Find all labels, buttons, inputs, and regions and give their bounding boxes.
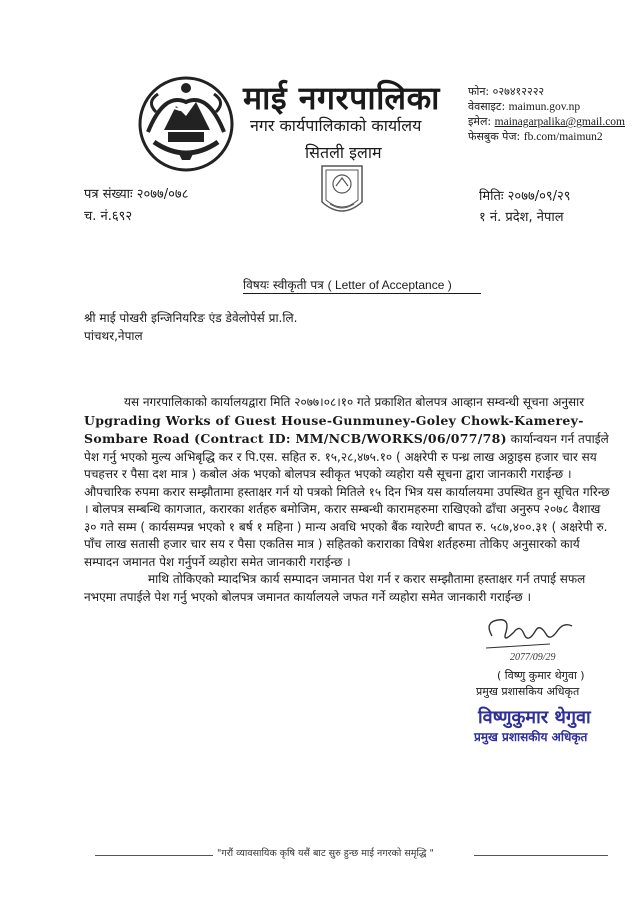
body-paragraph-1 xyxy=(84,394,614,571)
project-name: Upgrading Works of Guest House-Gunmuney-Goley Chowk-Kamerey-Sombare Road (Contract ID: MM/NCB/WORKS/06/077/78) xyxy=(84,412,584,446)
footer-rule-left xyxy=(95,855,215,856)
province: १ नं. प्रदेश, नेपाल xyxy=(479,210,564,225)
subject-label: विषयः स्वीकृती पत्र xyxy=(243,278,324,292)
email-label: इमेल: xyxy=(468,115,492,128)
footer-slogan: "गरौं व्यावसायिक कृषि यसैं बाट सुरु हुन्छ माई नगरको समृद्धि " xyxy=(213,846,438,859)
facebook-value: fb.com/maimun2 xyxy=(523,131,603,143)
email-link[interactable]: mainagarpalika@gmail.com xyxy=(494,116,625,128)
title-stamp: प्रमुख प्रशासकीय अधिकृत xyxy=(474,730,588,744)
footer-rule-right xyxy=(474,855,608,856)
office-seal-icon xyxy=(316,162,368,220)
org-name: माई नगरपालिका xyxy=(243,79,440,117)
dispatch-number: च. नं.६९२ xyxy=(84,209,133,224)
contact-website xyxy=(468,99,580,114)
contact-facebook xyxy=(468,129,603,144)
body-paragraph-2: माथि तोकिएको म्यादभित्र कार्य सम्पादन जमानत पेश गर्न र करार सम्झौतामा हस्ताक्षर गर्न तपाई सफल नभएमा तपाईले पेश गर्नु भएको बोलपत्र जमानत कार्यालयले जफत गर्ने व्यहोरा समेत जानकारी गराईन्छ । xyxy=(84,572,586,604)
website-label: वेवसाइट: xyxy=(468,100,506,113)
phone-value: ०२७४१२२२२ xyxy=(492,85,545,98)
contact-email xyxy=(468,114,625,129)
org-subtitle: नगर कार्यपालिकाको कार्यालय xyxy=(250,116,422,135)
name-stamp: विष्णुकुमार थेगुवा xyxy=(478,707,591,728)
handwritten-signature-icon xyxy=(480,614,580,668)
contact-phone xyxy=(468,84,544,99)
website-value: maimun.gov.np xyxy=(508,101,581,113)
addressee-address: पांचथर,नेपाल xyxy=(84,329,143,343)
body-para1-rest: कार्यान्वयन गर्न तपाईले पेश गर्नु भएको मुल्य अभिबृद्धि कर र पि.एस. सहित रु. १५,२८,४७५.१० ( अक्षरेपी रु पन्ध्र लाख अठ्ठाइस हजार चार सय पचहत्तर र पैसा दश मात्र ) कबोल अंक भएको बोलपत्र स्वीकृत भएको व्यहोरा यसै सूचना द्वारा जानकारी गराईन्छ ।औपचारिक रुपमा करार सम्झौतामा हस्ताक्षर गर्न यो पत्रको मितिले १५ दिन भित्र यस कार्यालयमा उपस्थित हुन सूचित गरिन्छ । बोलपत्र सम्बन्धि कागजात, करारका शर्तहरु बमोजिम, करार सम्बन्धी कारामहरुमा राखिएको ढाँचा अनुरुप २०७८ वैशाख ३० गते सम्म ( कार्यसम्पन्न भएको १ बर्ष १ महिना ) मान्य अवधि भएको बैंक ग्यारेण्टी बापत रु. ५८७,४००.३१ ( अक्षरेपी रु. पाँच लाख सतासी हजार चार सय र पैसा एकतिस मात्र ) सहितको कराराका विषेश शर्तहरुमा तोकिए अनुसारको कार्य सम्पादन जमानत पेश गर्नुपर्ने व्यहोरा समेत जानकारी गराईन्छ । xyxy=(84,432,610,569)
letter-number: पत्र संख्याः २०७७/०७८ xyxy=(84,187,189,202)
phone-label: फोन: xyxy=(468,85,490,98)
subject-english: ( Letter of Acceptance ) xyxy=(327,278,452,292)
letter-date: मितिः २०७७/०९/२९ xyxy=(479,189,571,204)
org-location: सितली इलाम xyxy=(305,143,382,162)
subject-underline xyxy=(243,293,481,294)
nepal-emblem-icon xyxy=(134,72,238,176)
signatory-title: प्रमुख प्रशासकिय अधिकृत xyxy=(476,685,580,698)
facebook-label: फेसबुक पेज: xyxy=(468,130,521,143)
signatory-name: ( विष्णु कुमार थेगुवा ) xyxy=(497,669,585,682)
addressee-name: श्री माई पोखरी इन्जिनियरिङ एंड डेवेलोपेर्स प्रा.लि. xyxy=(84,311,298,325)
subject xyxy=(243,276,452,293)
body-para1-intro: यस नगरपालिकाको कार्यालयद्वारा मिति २०७७।०८।१० गते प्रकाशित बोलपत्र आव्हान सम्वन्धी सूचना अनुसार xyxy=(124,395,585,409)
signature-date: 2077/09/29 xyxy=(510,652,556,663)
